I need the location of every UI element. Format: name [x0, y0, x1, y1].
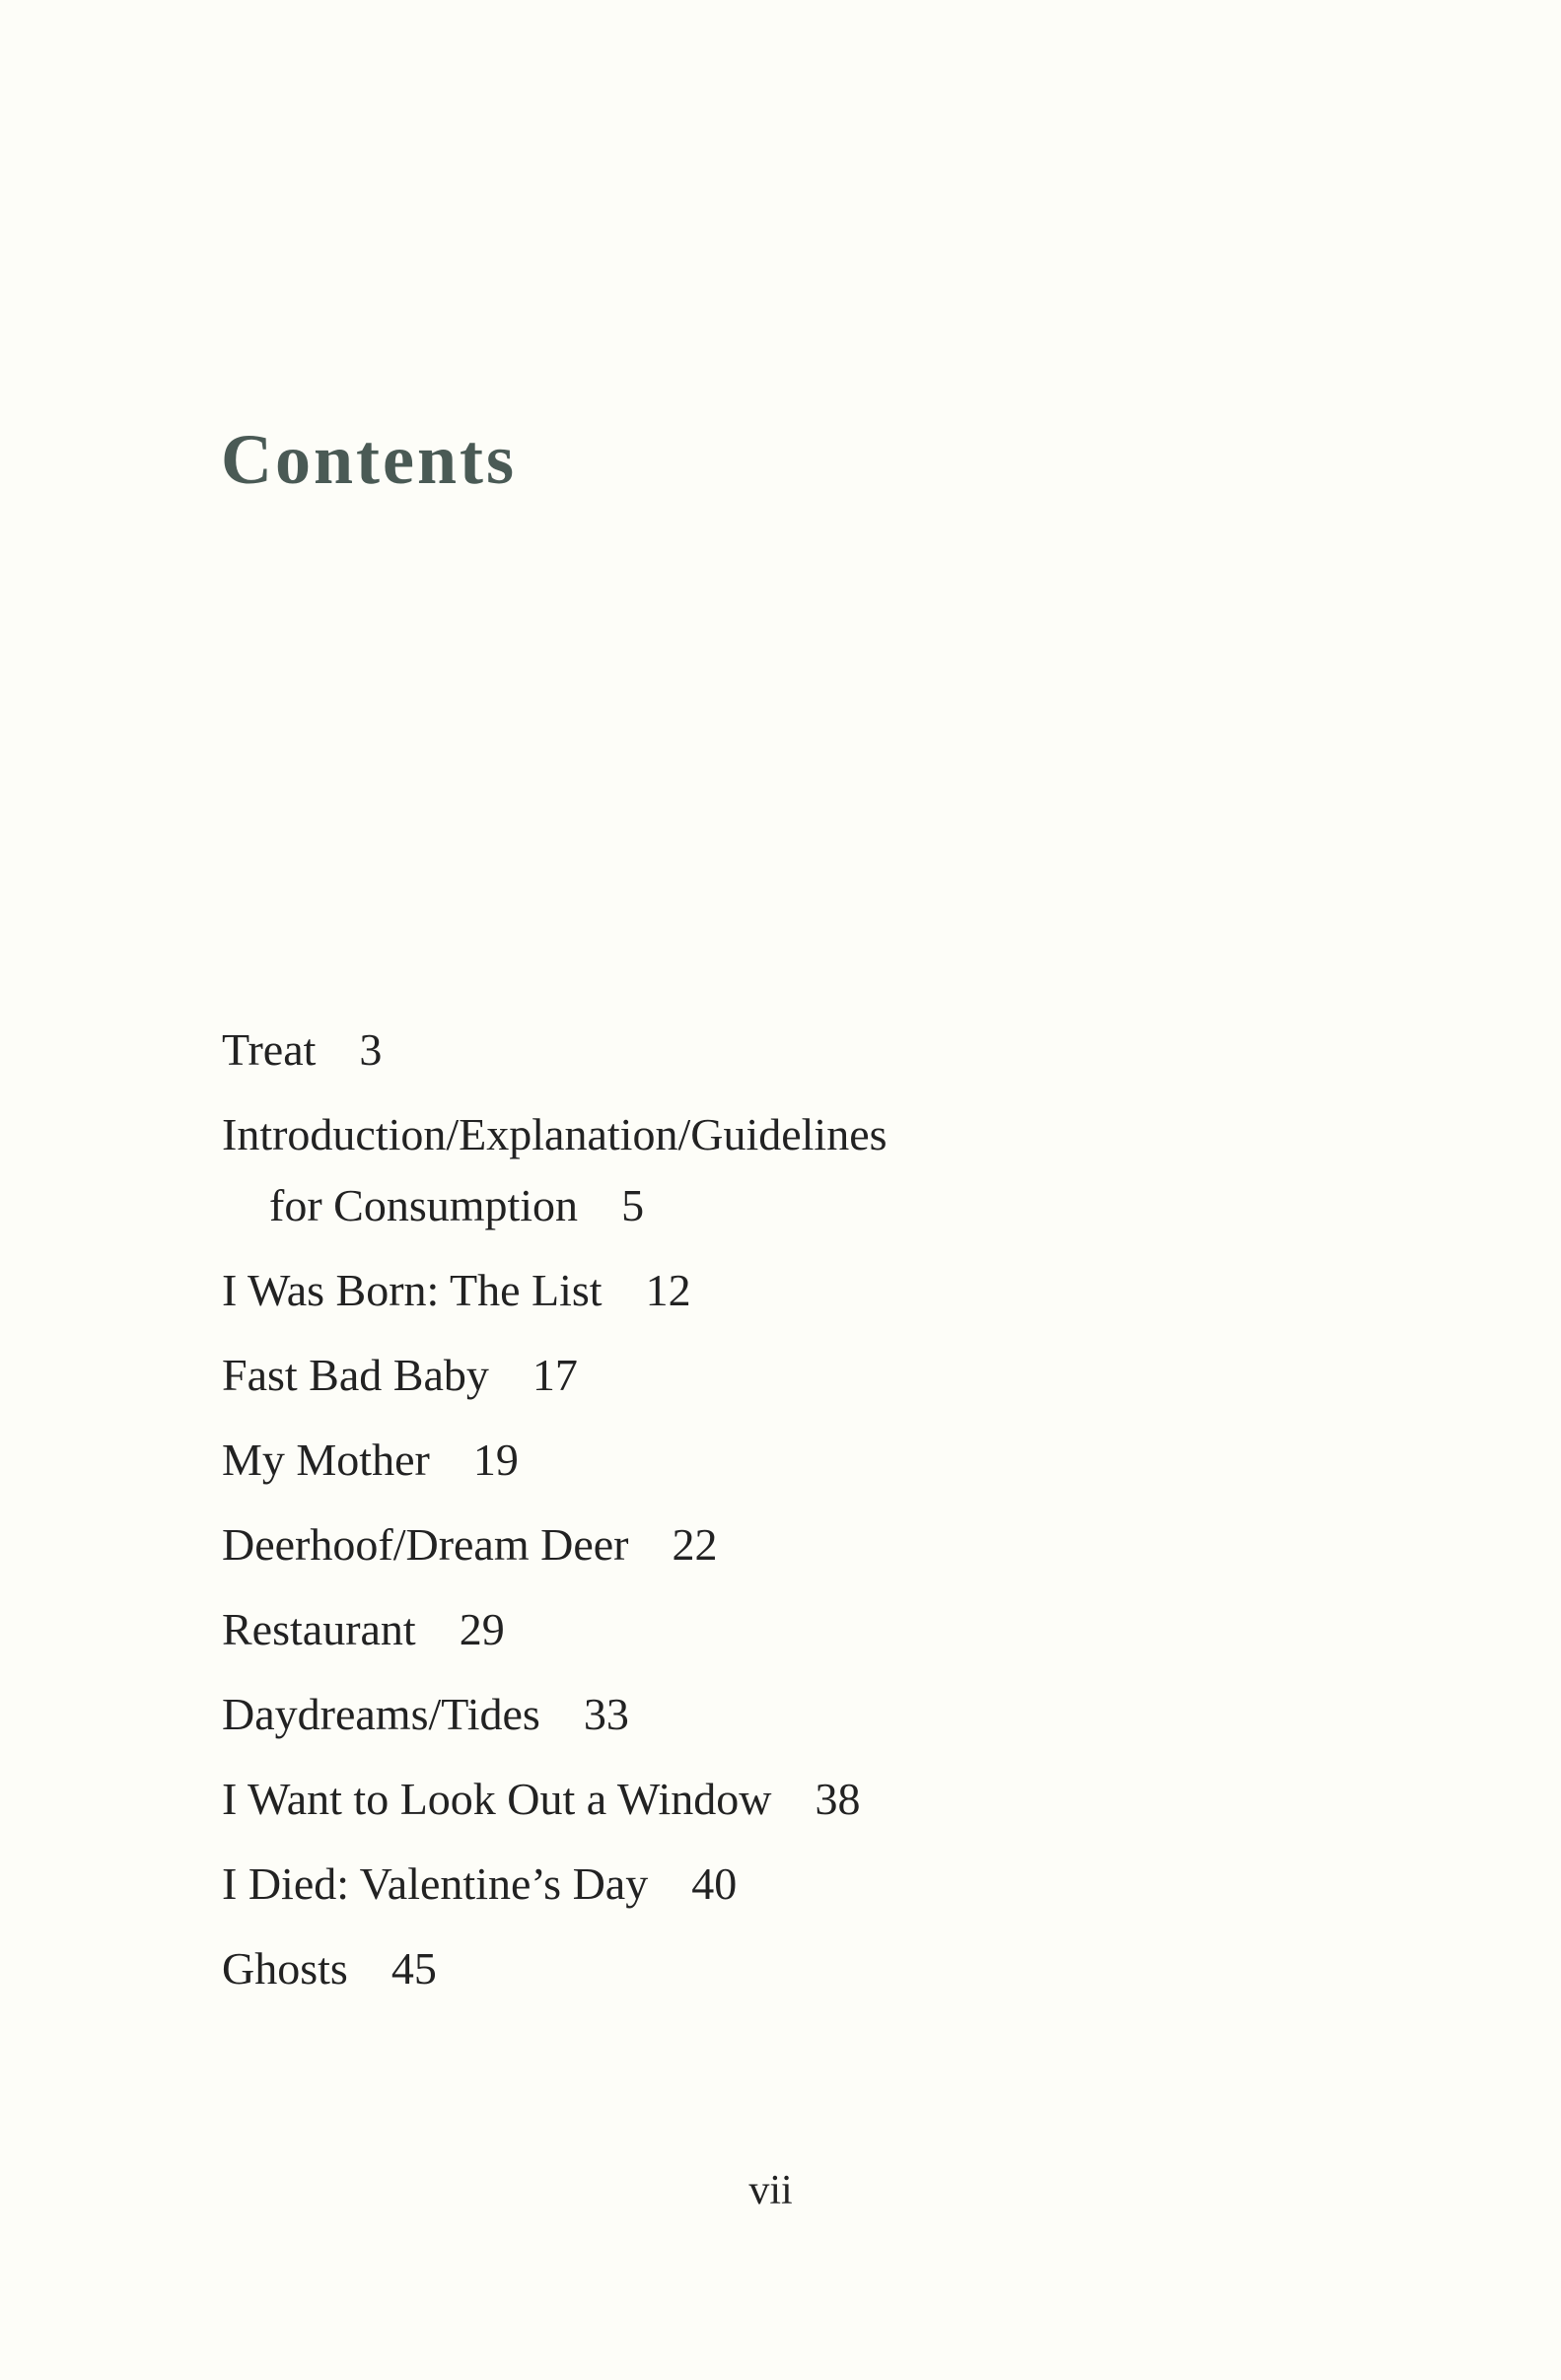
page-title: Contents: [221, 420, 518, 499]
entry-title: Daydreams/Tides: [222, 1689, 540, 1739]
toc-entry: [222, 1425, 887, 1496]
toc-entry: [222, 1849, 887, 1920]
entry-page: 3: [359, 1024, 383, 1075]
entry-title: Treat: [222, 1024, 317, 1075]
entry-title: Introduction/Explanation/Guidelines: [222, 1109, 887, 1159]
entry-title: Deerhoof/Dream Deer: [222, 1519, 629, 1570]
entry-title: Fast Bad Baby: [222, 1350, 489, 1400]
entry-page: 33: [583, 1689, 629, 1739]
toc-entry: [222, 1594, 887, 1665]
entry-page: 5: [621, 1180, 645, 1230]
entry-title: I Died: Valentine’s Day: [222, 1858, 649, 1909]
entry-title: My Mother: [222, 1435, 430, 1485]
entry-title: Restaurant: [222, 1604, 416, 1654]
toc-entry: [222, 1255, 887, 1326]
entry-page: 22: [672, 1519, 718, 1570]
entry-title: Ghosts: [222, 1943, 348, 1994]
entry-page: 17: [532, 1350, 578, 1400]
entry-title: I Was Born: The List: [222, 1265, 603, 1315]
toc-entry: [222, 1679, 887, 1750]
toc-entry: [222, 1509, 887, 1580]
entry-page: 12: [645, 1265, 691, 1315]
toc-entry: [222, 1099, 887, 1241]
entry-page: 29: [459, 1604, 505, 1654]
entry-page: 40: [691, 1858, 738, 1909]
entry-page: 19: [472, 1435, 519, 1485]
toc-entry: [222, 1764, 887, 1835]
toc-entry: [222, 1933, 887, 2004]
entry-page: 45: [390, 1943, 437, 1994]
table-of-contents: [222, 1015, 887, 2018]
entry-title-continued: for Consumption: [269, 1180, 579, 1230]
toc-entry: [222, 1340, 887, 1411]
page-number: vii: [748, 2168, 793, 2213]
toc-entry: [222, 1015, 887, 1085]
entry-title: I Want to Look Out a Window: [222, 1774, 772, 1824]
entry-page: 38: [815, 1774, 861, 1824]
